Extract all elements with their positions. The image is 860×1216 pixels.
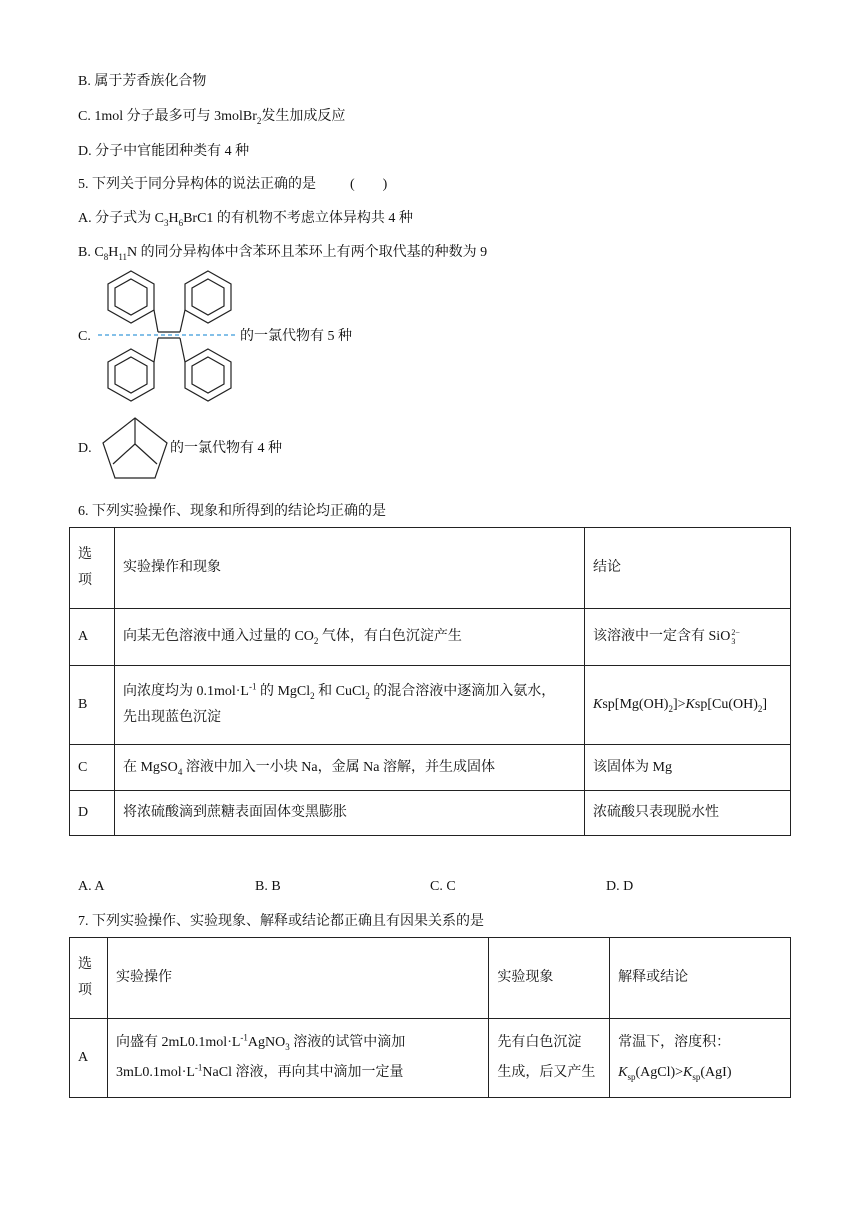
table-row: D 将浓硫酸滴到蔗糖表面固体变黑膨胀 浓硫酸只表现脱水性 — [70, 791, 791, 836]
conclusion-cell: $Ksp[Mg(OH)_2]>Ksp[Cu(OH)_2]$ — [585, 666, 791, 745]
answer-blank: ( ) — [350, 177, 388, 192]
tetraphenylethylene-structure — [96, 266, 241, 406]
q5-stem: 5. 下列关于同分异构体的说法正确的是 ( ) — [78, 177, 388, 192]
q6-stem: 6. 下列实验操作、现象和所得到的结论均正确的是 — [78, 504, 386, 519]
q6-choice-a: A. A — [78, 879, 105, 894]
q4-option-c: C. 1mol 分子最多可与 3molBr$_2$发生加成反应 — [78, 109, 346, 126]
table-row: A 向某无色溶液中通入过量的 $CO_2$ 气体，有白色沉淀产生 该溶液中一定含有 SiO 2− 3 — [70, 609, 791, 666]
q5-option-a: A. 分子式为 $C_3H_6BrC1$ 的有机物不考虑立体异构共 4 种 — [78, 211, 413, 228]
q5-option-d-text: 的一氯代物有 4 种 — [170, 441, 282, 456]
header-option: 选 项 — [70, 528, 115, 609]
table-row: A 向盛有 $2mL0.1mol\cdot L^{-1}AgNO_3$ 溶液的试管中滴加 $3mL0.1mol\cdot L^{-1}NaCl$ 溶液，再向其中滴加一定量 先有白色沉淀 生成，后又产生 常温下，溶度积： $K_{sp}(AgCl)>K_{sp}(AgI)$ — [70, 1019, 791, 1098]
q6-table — [69, 527, 791, 836]
operation-cell: 向某无色溶液中通入过量的 $CO_2$ 气体，有白色沉淀产生 — [114, 609, 584, 666]
q6-choice-c: C. C — [430, 879, 456, 894]
operation-cell: 向浓度均为 $0.1mol\cdot L^{-1}$ 的 MgCl$_2$ 和 CuCl$_2$ 的混合溶液中逐滴加入氨水， 先出现蓝色沉淀 — [114, 666, 584, 745]
q5-option-c-text: 的一氯代物有 5 种 — [240, 329, 352, 344]
header-phenomenon: 实验现象 — [489, 938, 610, 1019]
operation-cell: 将浓硫酸滴到蔗糖表面固体变黑膨胀 — [114, 791, 584, 836]
table-row: B 向浓度均为 $0.1mol\cdot L^{-1}$ 的 MgCl$_2$ 和 CuCl$_2$ 的混合溶液中逐滴加入氨水， 先出现蓝色沉淀 $Ksp[Mg(OH)_2]>Ksp[Cu(OH)_2]$ — [70, 666, 791, 745]
header-explanation: 解释或结论 — [610, 938, 791, 1019]
header-conclusion: 结论 — [585, 528, 791, 609]
phenomenon-cell: 先有白色沉淀 生成，后又产生 — [489, 1019, 610, 1098]
conclusion-cell: 该固体为 Mg — [585, 745, 791, 791]
table-header-row — [70, 938, 791, 1019]
q7-table — [69, 937, 791, 1098]
operation-cell: 在 MgSO$_4$ 溶液中加入一小块 Na，金属 Na 溶解，并生成固体 — [114, 745, 584, 791]
conclusion-cell: 浓硫酸只表现脱水性 — [585, 791, 791, 836]
q4-option-b: B. 属于芳香族化合物 — [78, 74, 207, 89]
header-operation: 实验操作和现象 — [114, 528, 584, 609]
q4-option-d: D. 分子中官能团种类有 4 种 — [78, 144, 250, 159]
q5-option-b: B. $C_8H_{11}N$ 的同分异构体中含苯环且苯环上有两个取代基的种数为 9 — [78, 245, 488, 262]
header-operation: 实验操作 — [107, 938, 488, 1019]
header-option: 选 项 — [70, 938, 108, 1019]
table-header-row — [70, 528, 791, 609]
q5-option-c-label: C. — [78, 329, 91, 344]
q6-choice-d: D. D — [606, 879, 634, 894]
norbornane-structure — [99, 414, 171, 484]
table-row: C 在 MgSO$_4$ 溶液中加入一小块 Na，金属 Na 溶解，并生成固体 该固体为 Mg — [70, 745, 791, 791]
q5-option-d-label: D. — [78, 441, 92, 456]
operation-cell: 向盛有 $2mL0.1mol\cdot L^{-1}AgNO_3$ 溶液的试管中滴加 $3mL0.1mol\cdot L^{-1}NaCl$ 溶液，再向其中滴加一定量 — [107, 1019, 488, 1098]
q6-choice-b: B. B — [255, 879, 281, 894]
conclusion-cell: 该溶液中一定含有 SiO 2− 3 — [585, 609, 791, 666]
q7-stem: 7. 下列实验操作、实验现象、解释或结论都正确且有因果关系的是 — [78, 914, 484, 929]
explanation-cell: 常温下，溶度积： $K_{sp}(AgCl)>K_{sp}(AgI)$ — [610, 1019, 791, 1098]
